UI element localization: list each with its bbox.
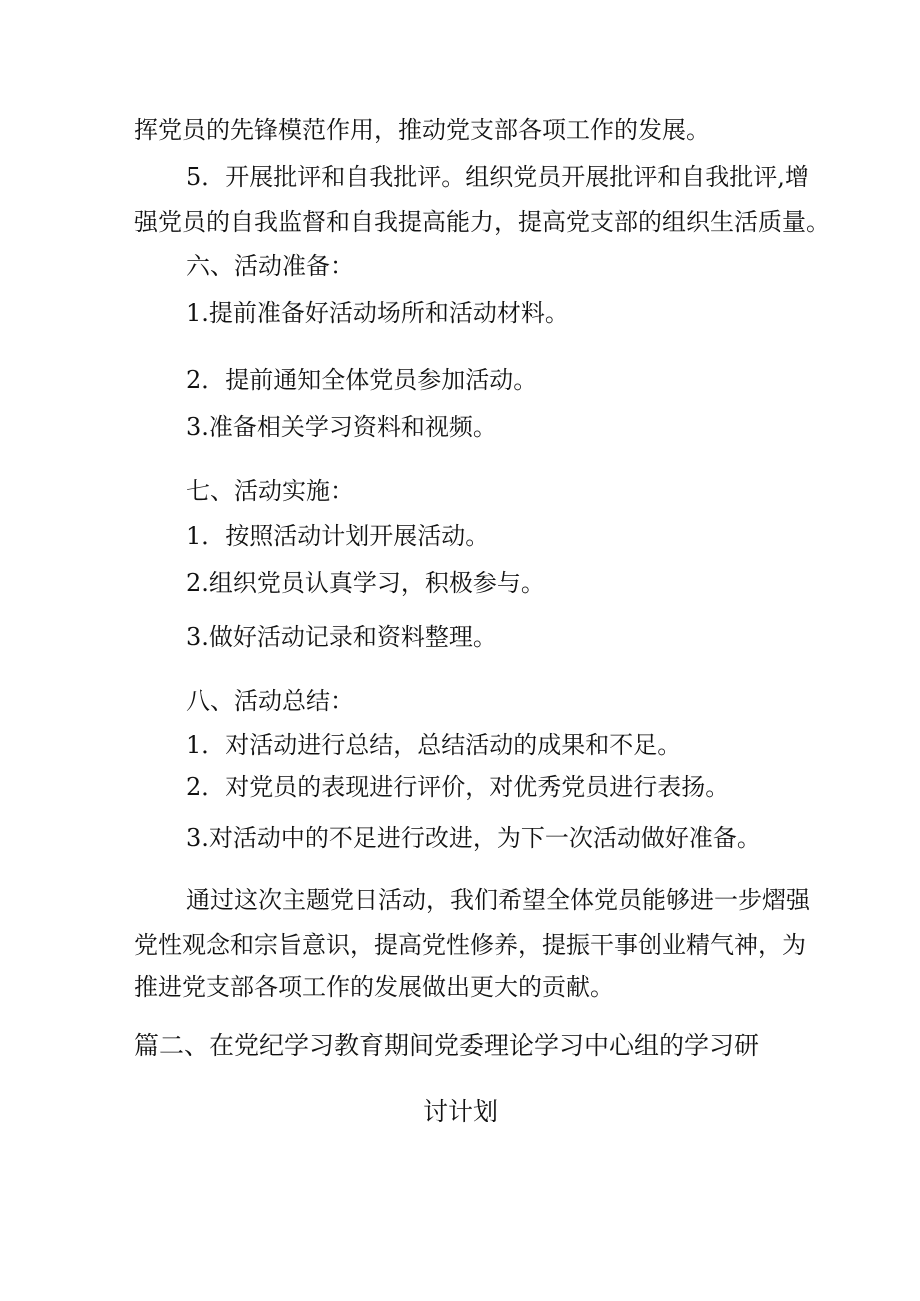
list-item: 1．对活动进行总结，总结活动的成果和不足。 (186, 731, 682, 759)
list-item: 1.提前准备好活动场所和活动材料。 (186, 299, 569, 327)
list-item: 3.对活动中的不足进行改进，为下一次活动做好准备。 (186, 824, 761, 852)
paragraph-line: 强党员的自我监督和自我提高能力，提高党支部的组织生活质量。 (134, 208, 830, 236)
section-heading-7: 七、活动实施： (186, 477, 354, 505)
list-item: 3.做好活动记录和资料整理。 (186, 623, 497, 651)
part-title-line-2: 讨计划 (423, 1097, 499, 1126)
list-item: 1．按照活动计划开展活动。 (186, 522, 490, 550)
paragraph-line: 通过这次主题党日活动，我们希望全体党员能够进一步熠强 (186, 886, 810, 914)
list-item: 2.组织党员认真学习，积极参与。 (186, 569, 545, 597)
paragraph-line: 5．开展批评和自我批评。组织党员开展批评和自我批评,增 (186, 163, 809, 191)
list-item: 2．对党员的表现进行评价，对优秀党员进行表扬。 (186, 773, 730, 801)
list-item: 2．提前通知全体党员参加活动。 (186, 366, 538, 394)
paragraph-line: 挥党员的先锋模范作用，推动党支部各项工作的发展。 (134, 116, 710, 144)
section-heading-6: 六、活动准备： (186, 252, 354, 280)
paragraph-line: 推进党支部各项工作的发展做出更大的贡献。 (134, 973, 614, 1001)
part-title-line-1: 篇二、在党纪学习教育期间党委理论学习中心组的学习研 (134, 1031, 760, 1060)
section-heading-8: 八、活动总结： (186, 687, 354, 715)
paragraph-line: 党性观念和宗旨意识，提高党性修养，提振干事创业精气神，为 (134, 931, 806, 959)
list-item: 3.准备相关学习资料和视频。 (186, 413, 497, 441)
